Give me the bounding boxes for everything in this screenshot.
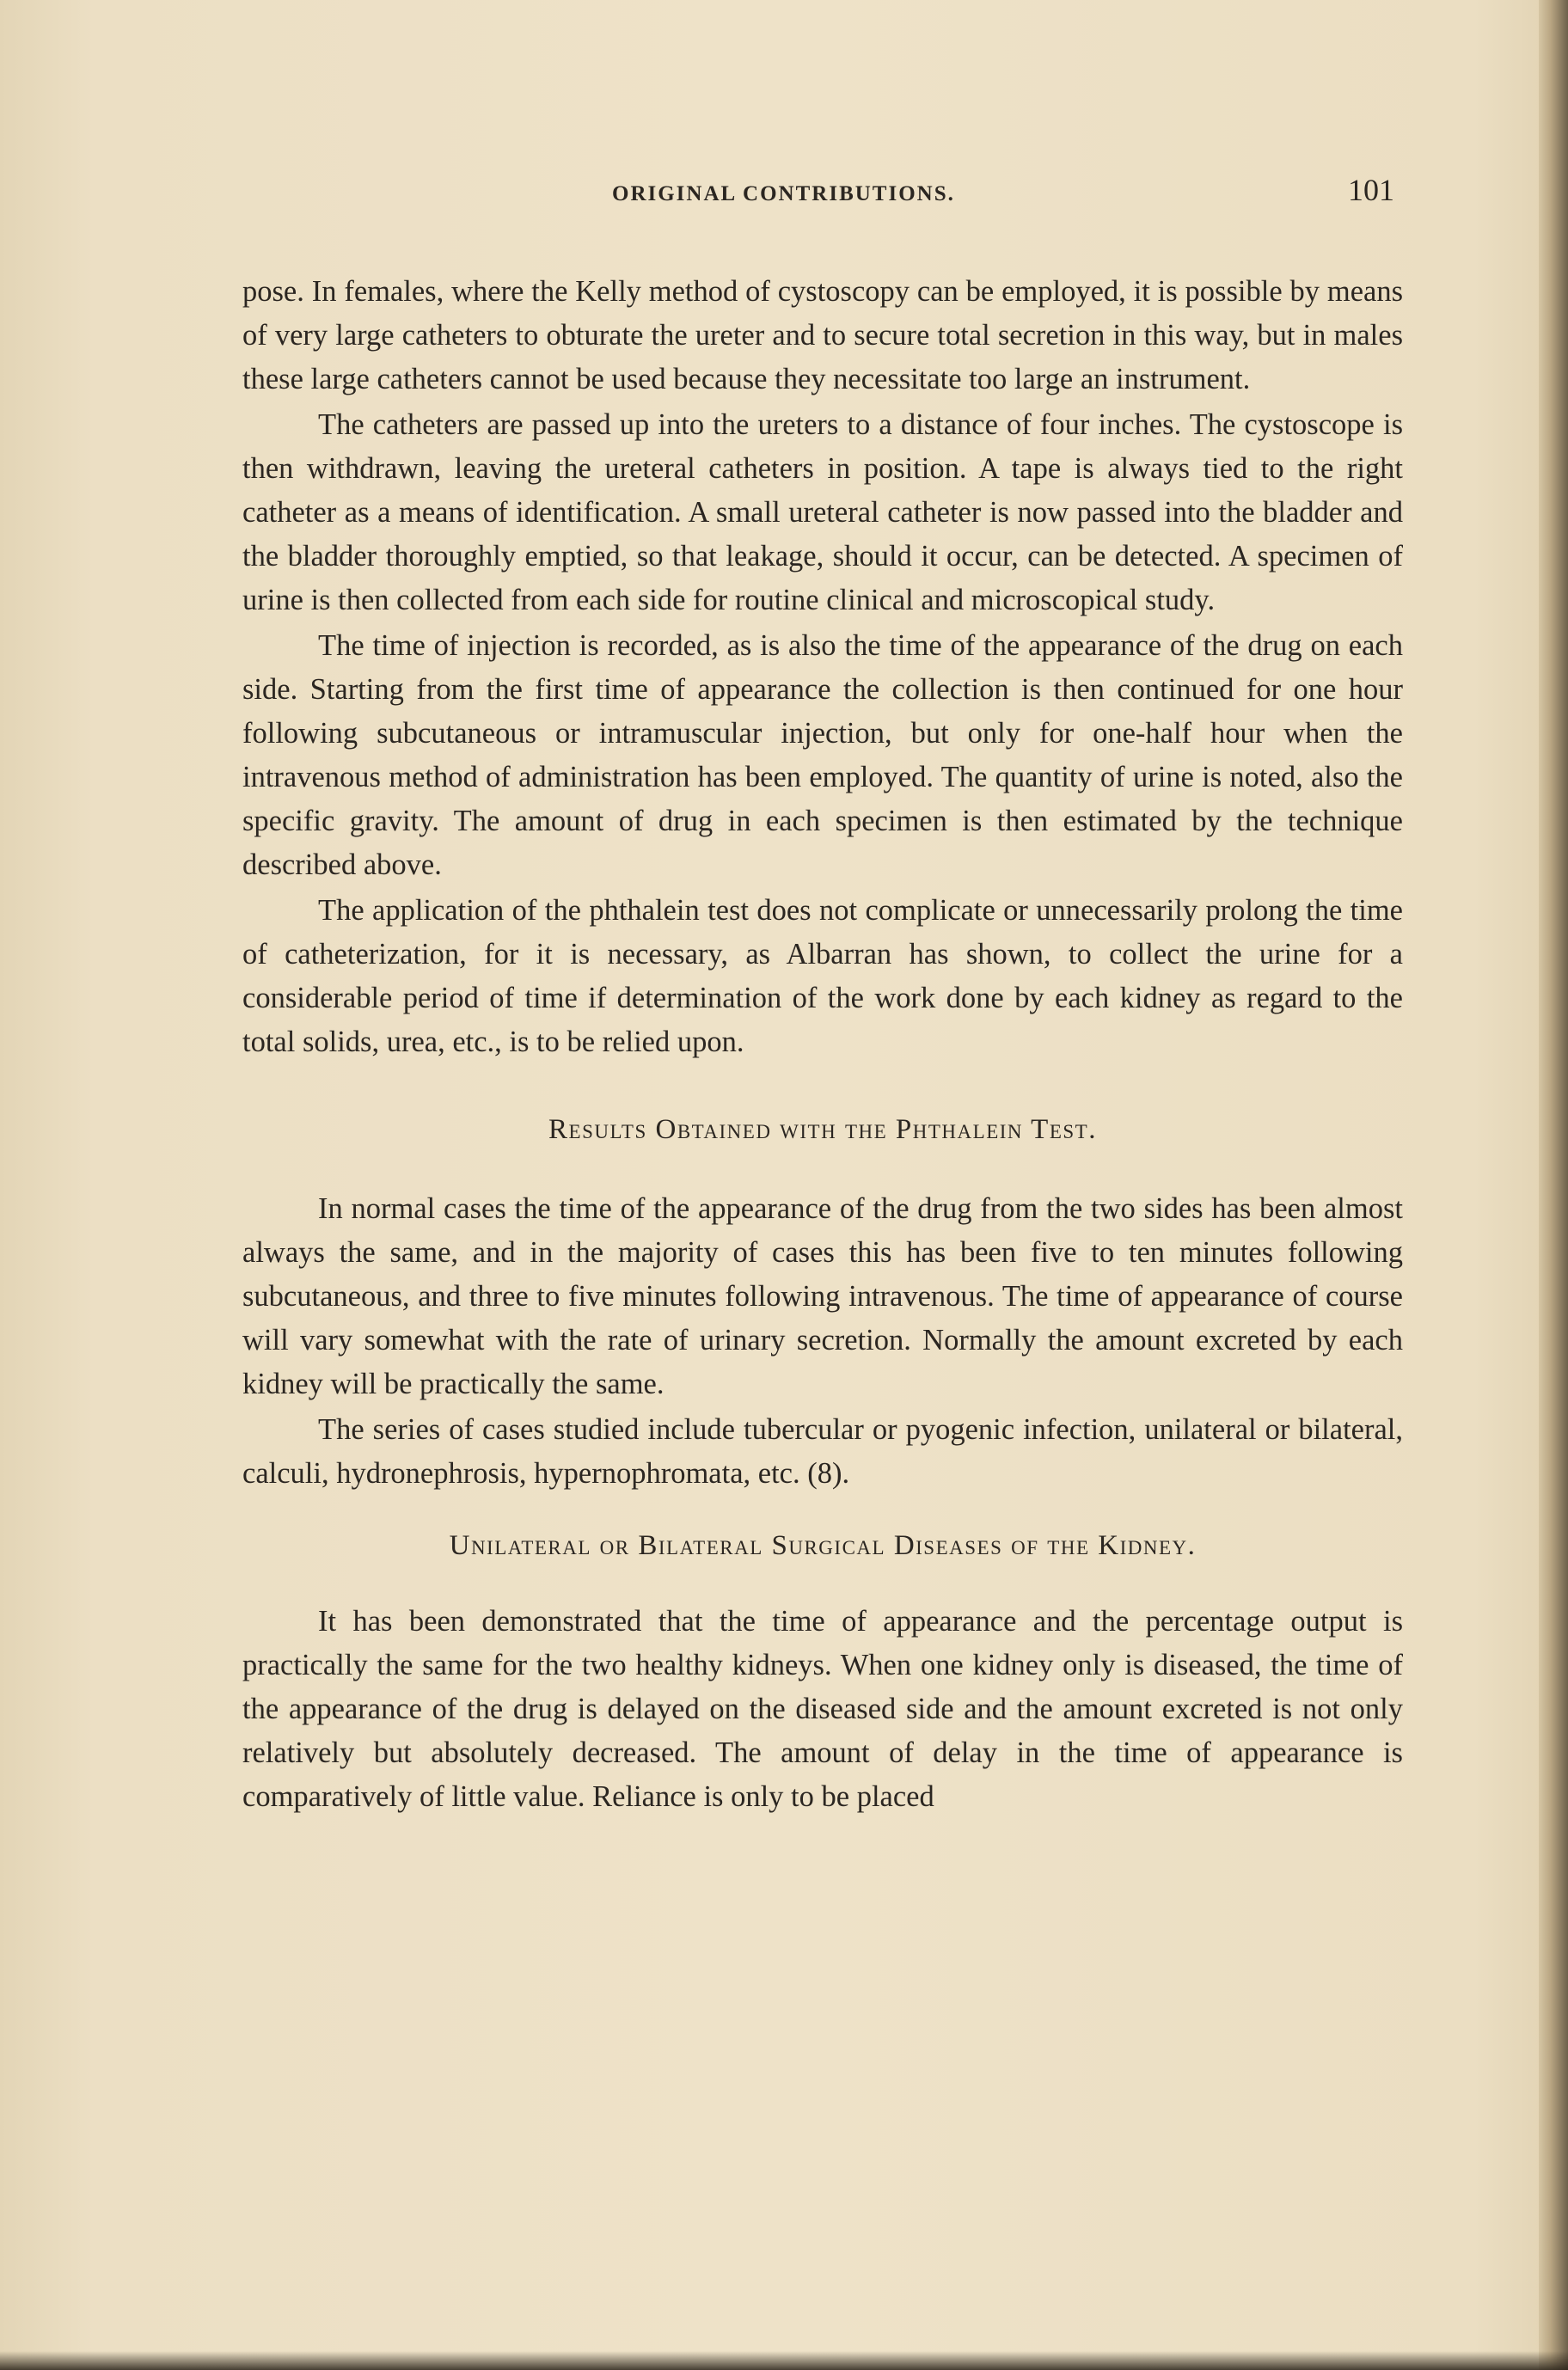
paragraph-demonstrated: It has been demonstrated that the time of appearance and the percentage output is practically the same for the two healthy kidneys. When one kidney only is diseased, the time of the appearance of the drug is delayed on the diseased side and the amount excreted is not only relatively but absolutely decreased. The amount of delay in the time of appearance is comparatively of little value. Reliance is only to be placed — [242, 1605, 1403, 1813]
paragraph-continuation: pose. In females, where the Kelly method of cystoscopy can be employed, it is possible by means of very large catheters to obturate the ureter and to secure total secretion in this way, but in males these large catheters cannot be used because they necessitate too large an instrument. — [242, 275, 1403, 395]
page-number: 101 — [1348, 173, 1394, 207]
running-head-title: ORIGINAL CONTRIBUTIONS. — [612, 182, 955, 205]
running-head — [242, 172, 1403, 224]
section-heading-surgical-diseases: Unilateral or Bilateral Surgical Diseases of the Kidney. — [449, 1530, 1197, 1561]
page-edge-shadow — [1539, 0, 1568, 2370]
paragraph-injection-time: The time of injection is recorded, as is also the time of the appearance of the drug on each side. Starting from the first time of appearance the collection is then continued for one hour following subcutaneous or intramuscular injection, but only for one-half hour when the intravenous method of administration has been employed. The quantity of urine is noted, also the specific gravity. The amount of drug in each specimen is then estimated by the technique described above. — [242, 629, 1403, 881]
paragraph-series-of-cases: The series of cases studied include tubercular or pyogenic infection, unilateral or bilateral, calculi, hydronephrosis, hypernophromata, etc. (8). — [242, 1413, 1403, 1490]
page-text-block — [242, 172, 1403, 1819]
paragraph-catheters: The catheters are passed up into the ureters to a distance of four inches. The cystoscope is then withdrawn, leaving the ureteral catheters in position. A tape is always tied to the right catheter as a means of identification. A small ureteral catheter is now passed into the bladder and the bladder thoroughly emptied, so that leakage, should it occur, can be detected. A specimen of urine is then collected from each side for routine clinical and microscopical study. — [242, 408, 1403, 616]
section-heading-results: Results Obtained with the Phthalein Test. — [548, 1114, 1097, 1145]
paragraph-normal-cases: In normal cases the time of the appearance of the drug from the two sides has been almost always the same, and in the majority of cases this has been five to ten minutes following subcutaneous, and three to five minutes following intravenous. The time of appearance of course will vary somewhat with the rate of urinary secretion. Normally the amount excreted by each kidney will be practically the same. — [242, 1192, 1403, 1400]
bottom-edge-shadow — [0, 2351, 1568, 2370]
paragraph-phthalein-application: The application of the phthalein test does not complicate or unnecessarily prolong the time of catheterization, for it is necessary, as Albarran has shown, to collect the urine for a considerable period of time if determination of the work done by each kidney as regard to the total solids, urea, etc., is to be relied upon. — [242, 894, 1403, 1058]
